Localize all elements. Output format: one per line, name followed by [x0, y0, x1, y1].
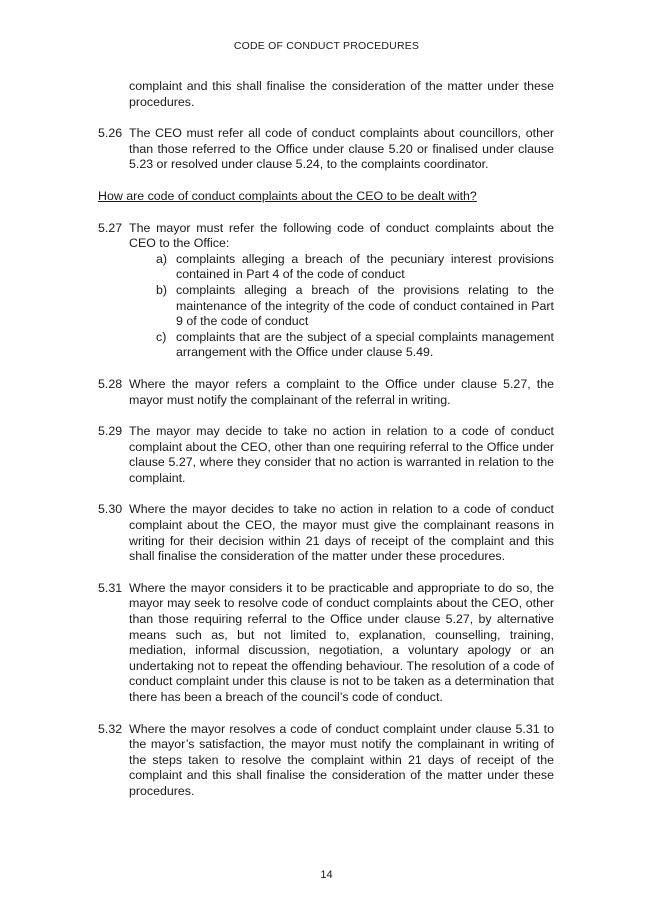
clause-text: Where the mayor decides to take no action in relation to a code of conduct complaint about the CEO, the mayor must give the complainant reasons in writing for their decision within 21 days of receipt of the complaint and this shall finalise the consideration of the matter under these procedures.	[129, 502, 554, 564]
sub-item-text: complaints alleging a breach of the pecuniary interest provisions contained in Part 4 of the code of conduct	[176, 251, 554, 282]
sub-item-list	[129, 252, 554, 361]
sub-item-text: complaints that are the subject of a special complaints management arrangement with the Office under clause 5.49.	[176, 329, 554, 360]
clause-number: 5.29	[98, 424, 123, 439]
clause-5-30	[98, 502, 554, 564]
clause-number: 5.31	[98, 580, 123, 595]
sub-item-label: c)	[156, 329, 167, 344]
clause-text: Where the mayor refers a complaint to the Office under clause 5.27, the mayor must notify the complainant of the referral in writing.	[129, 376, 554, 407]
section-heading: How are code of conduct complaints about the CEO to be dealt with?	[98, 188, 477, 203]
page-number: 14	[320, 869, 333, 881]
clause-5-28	[98, 377, 554, 408]
clause-text: Where the mayor considers it to be practicable and appropriate to do so, the mayor may seek to resolve code of conduct complaints about the CEO, other than those requiring referral to the Office under clause 5.27, by alternative means such as, but not limited to, explanation, counselling, training, mediation, informal discussion, negotiation, a voluntary apology or an undertaking not to repeat the offending behaviour. The resolution of a code of conduct complaint under this clause is not to be taken as a determination that there has been a breach of the council’s code of conduct.	[129, 580, 554, 704]
clause-5-31	[98, 581, 554, 706]
sub-item-label: a)	[156, 251, 168, 266]
sub-item-a	[129, 252, 554, 283]
page-header: CODE OF CONDUCT PROCEDURES	[233, 40, 420, 52]
document-body	[98, 79, 554, 816]
sub-item-text: complaints alleging a breach of the provisions relating to the maintenance of the integrity of the code of conduct contained in Part 9 of the code of conduct	[176, 282, 554, 329]
sub-item-b	[129, 283, 554, 330]
clause-5-26	[98, 126, 554, 173]
clause-5-27	[98, 221, 554, 361]
clause-5-32	[98, 722, 554, 800]
clause-number: 5.27	[98, 220, 123, 235]
sub-item-label: b)	[156, 282, 168, 297]
clause-body	[129, 221, 554, 361]
clause-text: The mayor must refer the following code of conduct complaints about the CEO to the Office:	[129, 220, 554, 251]
sub-item-c	[129, 330, 554, 361]
clause-number: 5.26	[98, 126, 123, 141]
clause-number: 5.28	[98, 376, 123, 391]
clause-text: The CEO must refer all code of conduct complaints about councillors, other than those referred to the Office under clause 5.20 or finalised under clause 5.23 or resolved under clause 5.24, to the complaints coordinator.	[129, 126, 554, 172]
clause-5-29	[98, 424, 554, 486]
continuation-text: complaint and this shall finalise the consideration of the matter under these procedures.	[129, 79, 554, 109]
clause-number: 5.30	[98, 502, 123, 517]
clause-number: 5.32	[98, 721, 123, 736]
clause-text: The mayor may decide to take no action in relation to a code of conduct complaint about the CEO, other than one requiring referral to the Office under clause 5.27, where they consider that no action is warranted in relation to the complaint.	[129, 424, 554, 485]
clause-text: Where the mayor resolves a code of conduct complaint under clause 5.31 to the mayor’s satisfaction, the mayor must notify the complainant in writing of the steps taken to resolve the complaint within 21 days of receipt of the complaint and this shall finalise the consideration of the matter under these procedures.	[129, 721, 554, 798]
